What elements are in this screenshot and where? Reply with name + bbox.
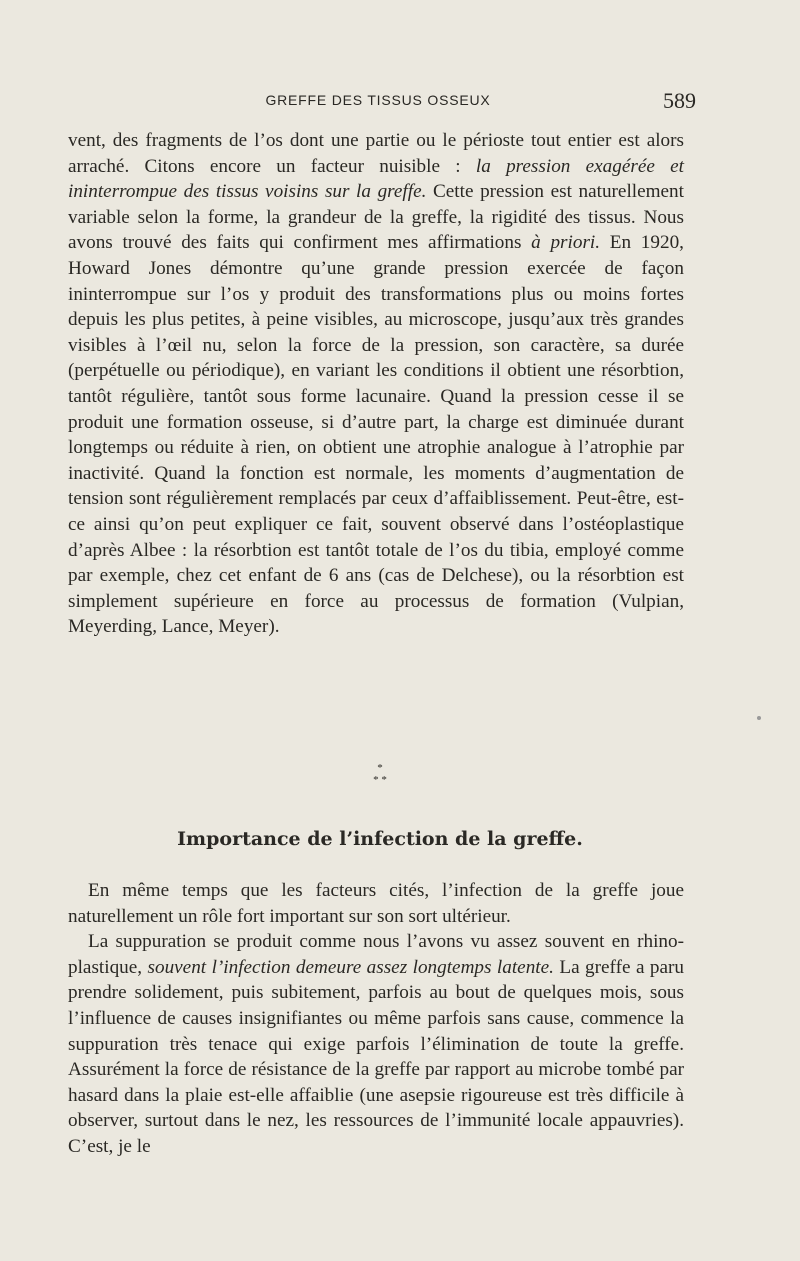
running-head <box>68 88 696 113</box>
italic-text-run: la pression exagérée et ininterrompue des tissus voisins sur la greffe. <box>68 155 684 203</box>
page-number: 589 <box>663 88 696 113</box>
text-run: La greffe a paru prendre solidement, puis subitement, parfois au bout de quelques mois, sous l’influence de causes insignifiantes ou même parfois sans cause, commence la suppuration très tenace qui exige parfois l’élimination de toute la greffe. Assurément la force de résistance de la greffe par rapport au microbe tombé par hasard dans la plaie est-elle affaiblie (une asepsie rigoureuse est très difficile à observer, surtout dans le nez, les ressources de l’immunité locale appauvries). C’est, je le <box>68 956 684 1157</box>
text-run: La suppuration se produit comme nous l’avons vu assez souvent en rhino-plastique, <box>68 931 684 978</box>
body-text-section-2 <box>68 878 684 1160</box>
italic-text-run: souvent l’infection demeure assez longtemps latente. <box>147 956 554 978</box>
section-heading: Importance de l’infection de la greffe. <box>177 828 583 850</box>
asterism-top: * <box>377 762 383 774</box>
asterism-bottom: * * <box>373 774 387 786</box>
margin-speck <box>757 716 761 720</box>
italic-text-run: à priori. <box>531 232 601 254</box>
paragraph <box>68 128 684 640</box>
asterism-divider <box>0 762 760 786</box>
text-run: vent, des fragments de l’os dont une partie ou le périoste tout entier est alors arraché. Citons encore un facteur nuisible : <box>68 130 684 177</box>
paragraph: En même temps que les facteurs cités, l’infection de la greffe joue naturellement un rôle fort important sur son sort ultérieur. <box>68 880 684 927</box>
running-title: GREFFE DES TISSUS OSSEUX <box>265 92 491 108</box>
text-run: En 1920, Howard Jones démontre qu’une grande pression exercée de façon ininterrompue sur l’os y produit des transformations plus ou moins fortes depuis les plus petites, à peine visibles, au microscope, jusqu’aux très grandes visibles à l’œil nu, selon la force de la pression, son caractère, sa durée (perpétuelle ou périodique), en variant les conditions il obtient une résorbtion, tantôt régulière, tantôt sous forme lacunaire. Quand la pression cesse il se produit une formation osseuse, si d’autre part, la charge est diminuée durant longtemps ou réduite à rien, on obtient une atrophie analogue à l’atrophie par inactivité. Quand la fonction est normale, les moments d’augmentation de tension sont régulièrement remplacés par ceux d’affaiblissement. Peut-être, est-ce ainsi qu’on peut expliquer ce fait, souvent observé dans l’ostéoplastique d’après Albee : la résorbtion est tantôt totale de l’os du tibia, employé comme par exemple, chez cet enfant de 6 ans (cas de Delchese), ou la résorbtion est simplement supérieure en force au processus de formation (Vulpian, Meyerding, Lance, Meyer). <box>68 232 684 638</box>
paragraph <box>68 929 684 1159</box>
body-text-section-1 <box>68 128 684 640</box>
text-run: Cette pression est naturellement variable selon la forme, la grandeur de la greffe, la rigidité des tissus. Nous avons trouvé des faits qui confirment mes affirmations <box>68 181 684 254</box>
